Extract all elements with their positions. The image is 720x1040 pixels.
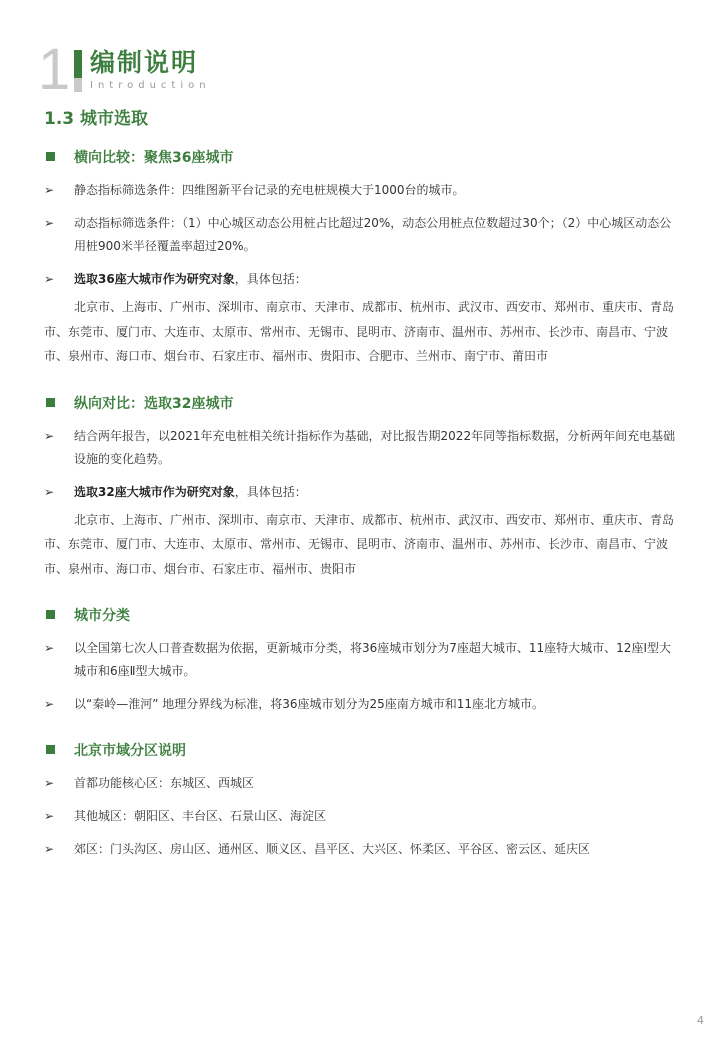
- arrow-bullet-icon: ➢: [44, 484, 55, 499]
- list-item: [44, 212, 676, 258]
- arrow-bullet-icon: ➢: [44, 842, 55, 856]
- arrow-bullet-icon: ➢: [44, 183, 55, 197]
- list-item: [44, 637, 676, 683]
- subsection-heading-label: 北京市域分区说明: [74, 743, 186, 759]
- list-item-text: ，具体包括：: [234, 272, 307, 286]
- subsection-heading: [44, 603, 676, 627]
- chapter-title: 编制说明: [90, 48, 199, 77]
- list-item: [44, 805, 676, 828]
- section-title: 1.3 城市选取: [44, 109, 149, 129]
- list-item-text: 首都功能核心区：东城区、西城区: [74, 776, 255, 790]
- content-body: [44, 145, 676, 861]
- chapter-subtitle: Introduction: [90, 80, 211, 91]
- subsection-heading: [44, 145, 676, 169]
- arrow-bullet-icon: ➢: [44, 809, 55, 823]
- list-item-text: 静态指标筛选条件：四维图新平台记录的充电桩规模大于1000台的城市。: [74, 183, 465, 197]
- city-list: 北京市、上海市、广州市、深圳市、南京市、天津市、成都市、杭州市、武汉市、西安市、郑州市、重庆市、青岛市、东莞市、厦门市、大连市、太原市、常州市、无锡市、昆明市、济南市、温州市、苏州市、长沙市、南昌市、宁波市、泉州市、海口市、烟台市、石家庄市、福州市、贵阳市: [44, 512, 675, 576]
- list-item: [44, 179, 676, 202]
- list-item: [44, 481, 676, 504]
- list-item: [44, 425, 676, 471]
- arrow-bullet-icon: ➢: [44, 641, 55, 655]
- header-accent-bar: [74, 50, 82, 78]
- list-item-text: 以“秦岭—淮河” 地理分界线为标准，将36座城市划分为25座南方城市和11座北方城市。: [74, 697, 545, 711]
- arrow-bullet-icon: ➢: [44, 428, 55, 443]
- subsection-heading: [44, 391, 676, 415]
- arrow-bullet-icon: ➢: [44, 776, 55, 790]
- arrow-bullet-icon: ➢: [44, 216, 55, 230]
- green-square-icon: [46, 745, 55, 754]
- green-square-icon: [46, 398, 55, 407]
- list-item-strong: 选取36座大城市作为研究对象: [74, 272, 235, 286]
- city-list: 北京市、上海市、广州市、深圳市、南京市、天津市、成都市、杭州市、武汉市、西安市、郑州市、重庆市、青岛市、东莞市、厦门市、大连市、太原市、常州市、无锡市、昆明市、济南市、温州市、苏州市、长沙市、南昌市、宁波市、泉州市、海口市、烟台市、石家庄市、福州市、贵阳市、合肥市、兰州市、南宁市、莆田市: [44, 300, 675, 363]
- subsection-heading-label: 城市分类: [74, 608, 130, 624]
- list-item-text: 动态指标筛选条件：（1）中心城区动态公用桩占比超过20%，动态公用桩点位数超过30个；（2）中心城区动态公用桩900米半径覆盖率超过20%。: [74, 216, 672, 253]
- list-item-text: 以全国第七次人口普查数据为依据，更新城市分类，将36座城市划分为7座超大城市、11座特大城市、12座Ⅰ型大城市和6座Ⅱ型大城市。: [74, 641, 671, 678]
- arrow-bullet-icon: ➢: [44, 697, 55, 711]
- list-item-text: 郊区：门头沟区、房山区、通州区、顺义区、昌平区、大兴区、怀柔区、平谷区、密云区、延庆区: [74, 842, 591, 856]
- arrow-bullet-icon: ➢: [44, 272, 55, 286]
- list-item-text: ，具体包括：: [234, 484, 307, 499]
- header-grey-bar: [74, 78, 82, 92]
- page-number: 4: [697, 1014, 704, 1027]
- subsection-heading: [44, 738, 676, 762]
- list-item: [44, 772, 676, 795]
- list-item: [44, 268, 676, 291]
- subsection-heading-label: 纵向对比：选取32座城市: [74, 395, 234, 412]
- list-item-text: 其他城区：朝阳区、丰台区、石景山区、海淀区: [74, 809, 327, 823]
- green-square-icon: [46, 610, 55, 619]
- list-item-strong: 选取32座大城市作为研究对象: [74, 484, 235, 499]
- subsection-heading-label: 横向比较：聚焦36座城市: [74, 150, 234, 166]
- chapter-number: 1: [38, 37, 71, 102]
- list-item: [44, 693, 676, 716]
- list-item: [44, 838, 676, 861]
- list-item-text: 结合两年报告，以2021年充电桩相关统计指标作为基础，对比报告期2022年同等指标数据，分析两年间充电基础设施的变化趋势。: [74, 428, 676, 466]
- green-square-icon: [46, 152, 55, 161]
